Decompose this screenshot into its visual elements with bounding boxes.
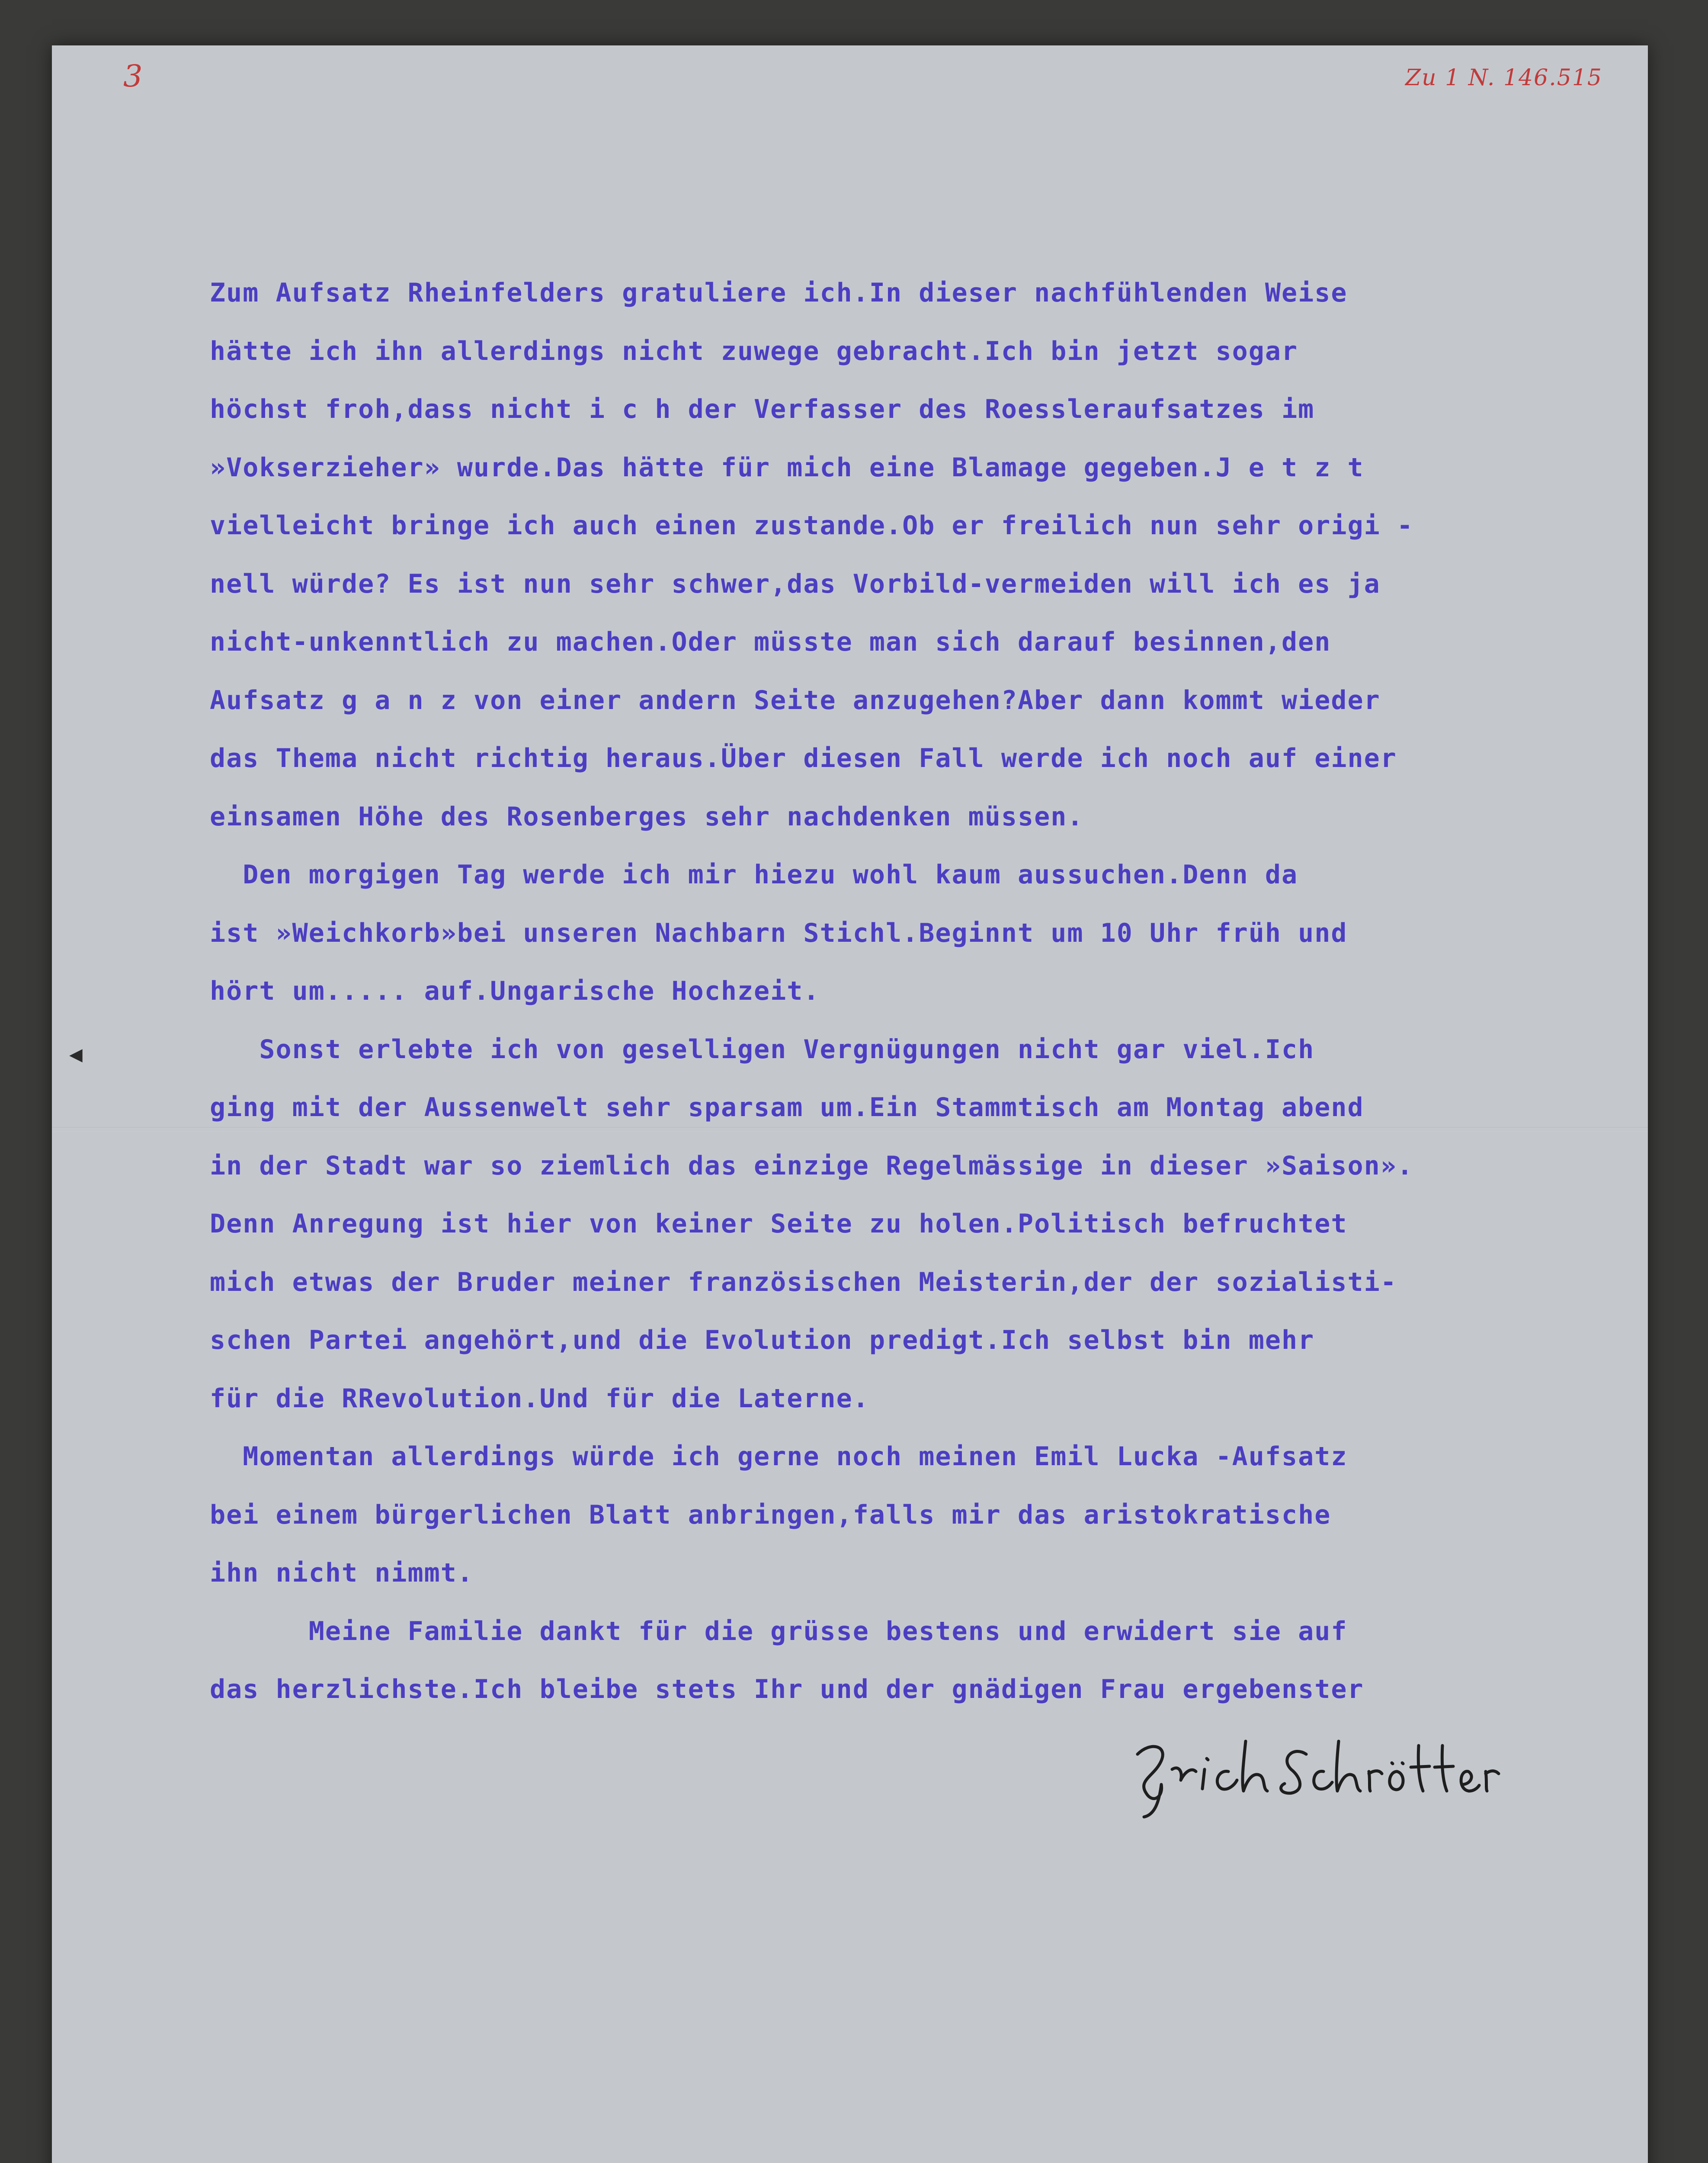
letter-line: hört um..... auf.Ungarische Hochzeit.: [210, 976, 820, 1006]
letter-line: nicht-unkenntlich zu machen.Oder müsste man sich darauf besinnen,den: [210, 627, 1331, 657]
signature-drawing: [1120, 1728, 1509, 1823]
margin-mark: ◀: [69, 1045, 83, 1065]
letter-line: hätte ich ihn allerdings nicht zuwege gebracht.Ich bin jetzt sogar: [210, 336, 1298, 366]
letter-line: ihn nicht nimmt.: [210, 1558, 474, 1588]
letter-line: ging mit der Aussenwelt sehr sparsam um.Ein Stammtisch am Montag abend: [210, 1092, 1364, 1123]
letter-line: das herzlichste.Ich bleibe stets Ihr und der gnädigen Frau ergebenster: [210, 1674, 1364, 1704]
letter-line: nell würde? Es ist nun sehr schwer,das Vorbild-vermeiden will ich es ja: [210, 568, 1381, 599]
letter-page: [52, 45, 1648, 2163]
letter-line: Meine Familie dankt für die grüsse bestens und erwidert sie auf: [210, 1616, 1348, 1646]
page-number: 3: [123, 58, 143, 94]
letter-body: [210, 264, 1551, 1719]
letter-line: Sonst erlebte ich von geselligen Vergnügungen nicht gar viel.Ich: [210, 1034, 1315, 1065]
letter-line: bei einem bürgerlichen Blatt anbringen,falls mir das aristokratische: [210, 1499, 1331, 1530]
letter-line: »Vokserzieher» wurde.Das hätte für mich eine Blamage gegeben.J e t z t: [210, 452, 1364, 483]
letter-line: das Thema nicht richtig heraus.Über diesen Fall werde ich noch auf einer: [210, 743, 1397, 773]
letter-line: für die RRevolution.Und für die Laterne.: [210, 1383, 869, 1414]
letter-line: höchst froh,dass nicht i c h der Verfasser des Roessleraufsatzes im: [210, 394, 1315, 424]
letter-line: schen Partei angehört,und die Evolution predigt.Ich selbst bin mehr: [210, 1325, 1315, 1355]
handwritten-signature: [1120, 1728, 1509, 1823]
letter-line: Aufsatz g a n z von einer andern Seite anzugehen?Aber dann kommt wieder: [210, 685, 1381, 716]
letter-line: Momentan allerdings würde ich gerne noch meinen Emil Lucka -Aufsatz: [210, 1441, 1348, 1472]
letter-line: in der Stadt war so ziemlich das einzige Regelmässige in dieser »Saison».: [210, 1150, 1413, 1181]
letter-line: Zum Aufsatz Rheinfelders gratuliere ich.In dieser nachfühlenden Weise: [210, 278, 1348, 308]
letter-line: Den morgigen Tag werde ich mir hiezu wohl kaum aussuchen.Denn da: [210, 860, 1298, 890]
letter-line: vielleicht bringe ich auch einen zustande.Ob er freilich nun sehr origi -: [210, 510, 1413, 541]
letter-line: einsamen Höhe des Rosenberges sehr nachdenken müssen.: [210, 801, 1084, 832]
archive-reference: Zu 1 N. 146.515: [1405, 65, 1602, 91]
letter-line: ist »Weichkorb»bei unseren Nachbarn Stichl.Beginnt um 10 Uhr früh und: [210, 918, 1348, 948]
letter-line: mich etwas der Bruder meiner französischen Meisterin,der der sozialisti-: [210, 1267, 1397, 1297]
letter-line: Denn Anregung ist hier von keiner Seite zu holen.Politisch befruchtet: [210, 1209, 1348, 1239]
